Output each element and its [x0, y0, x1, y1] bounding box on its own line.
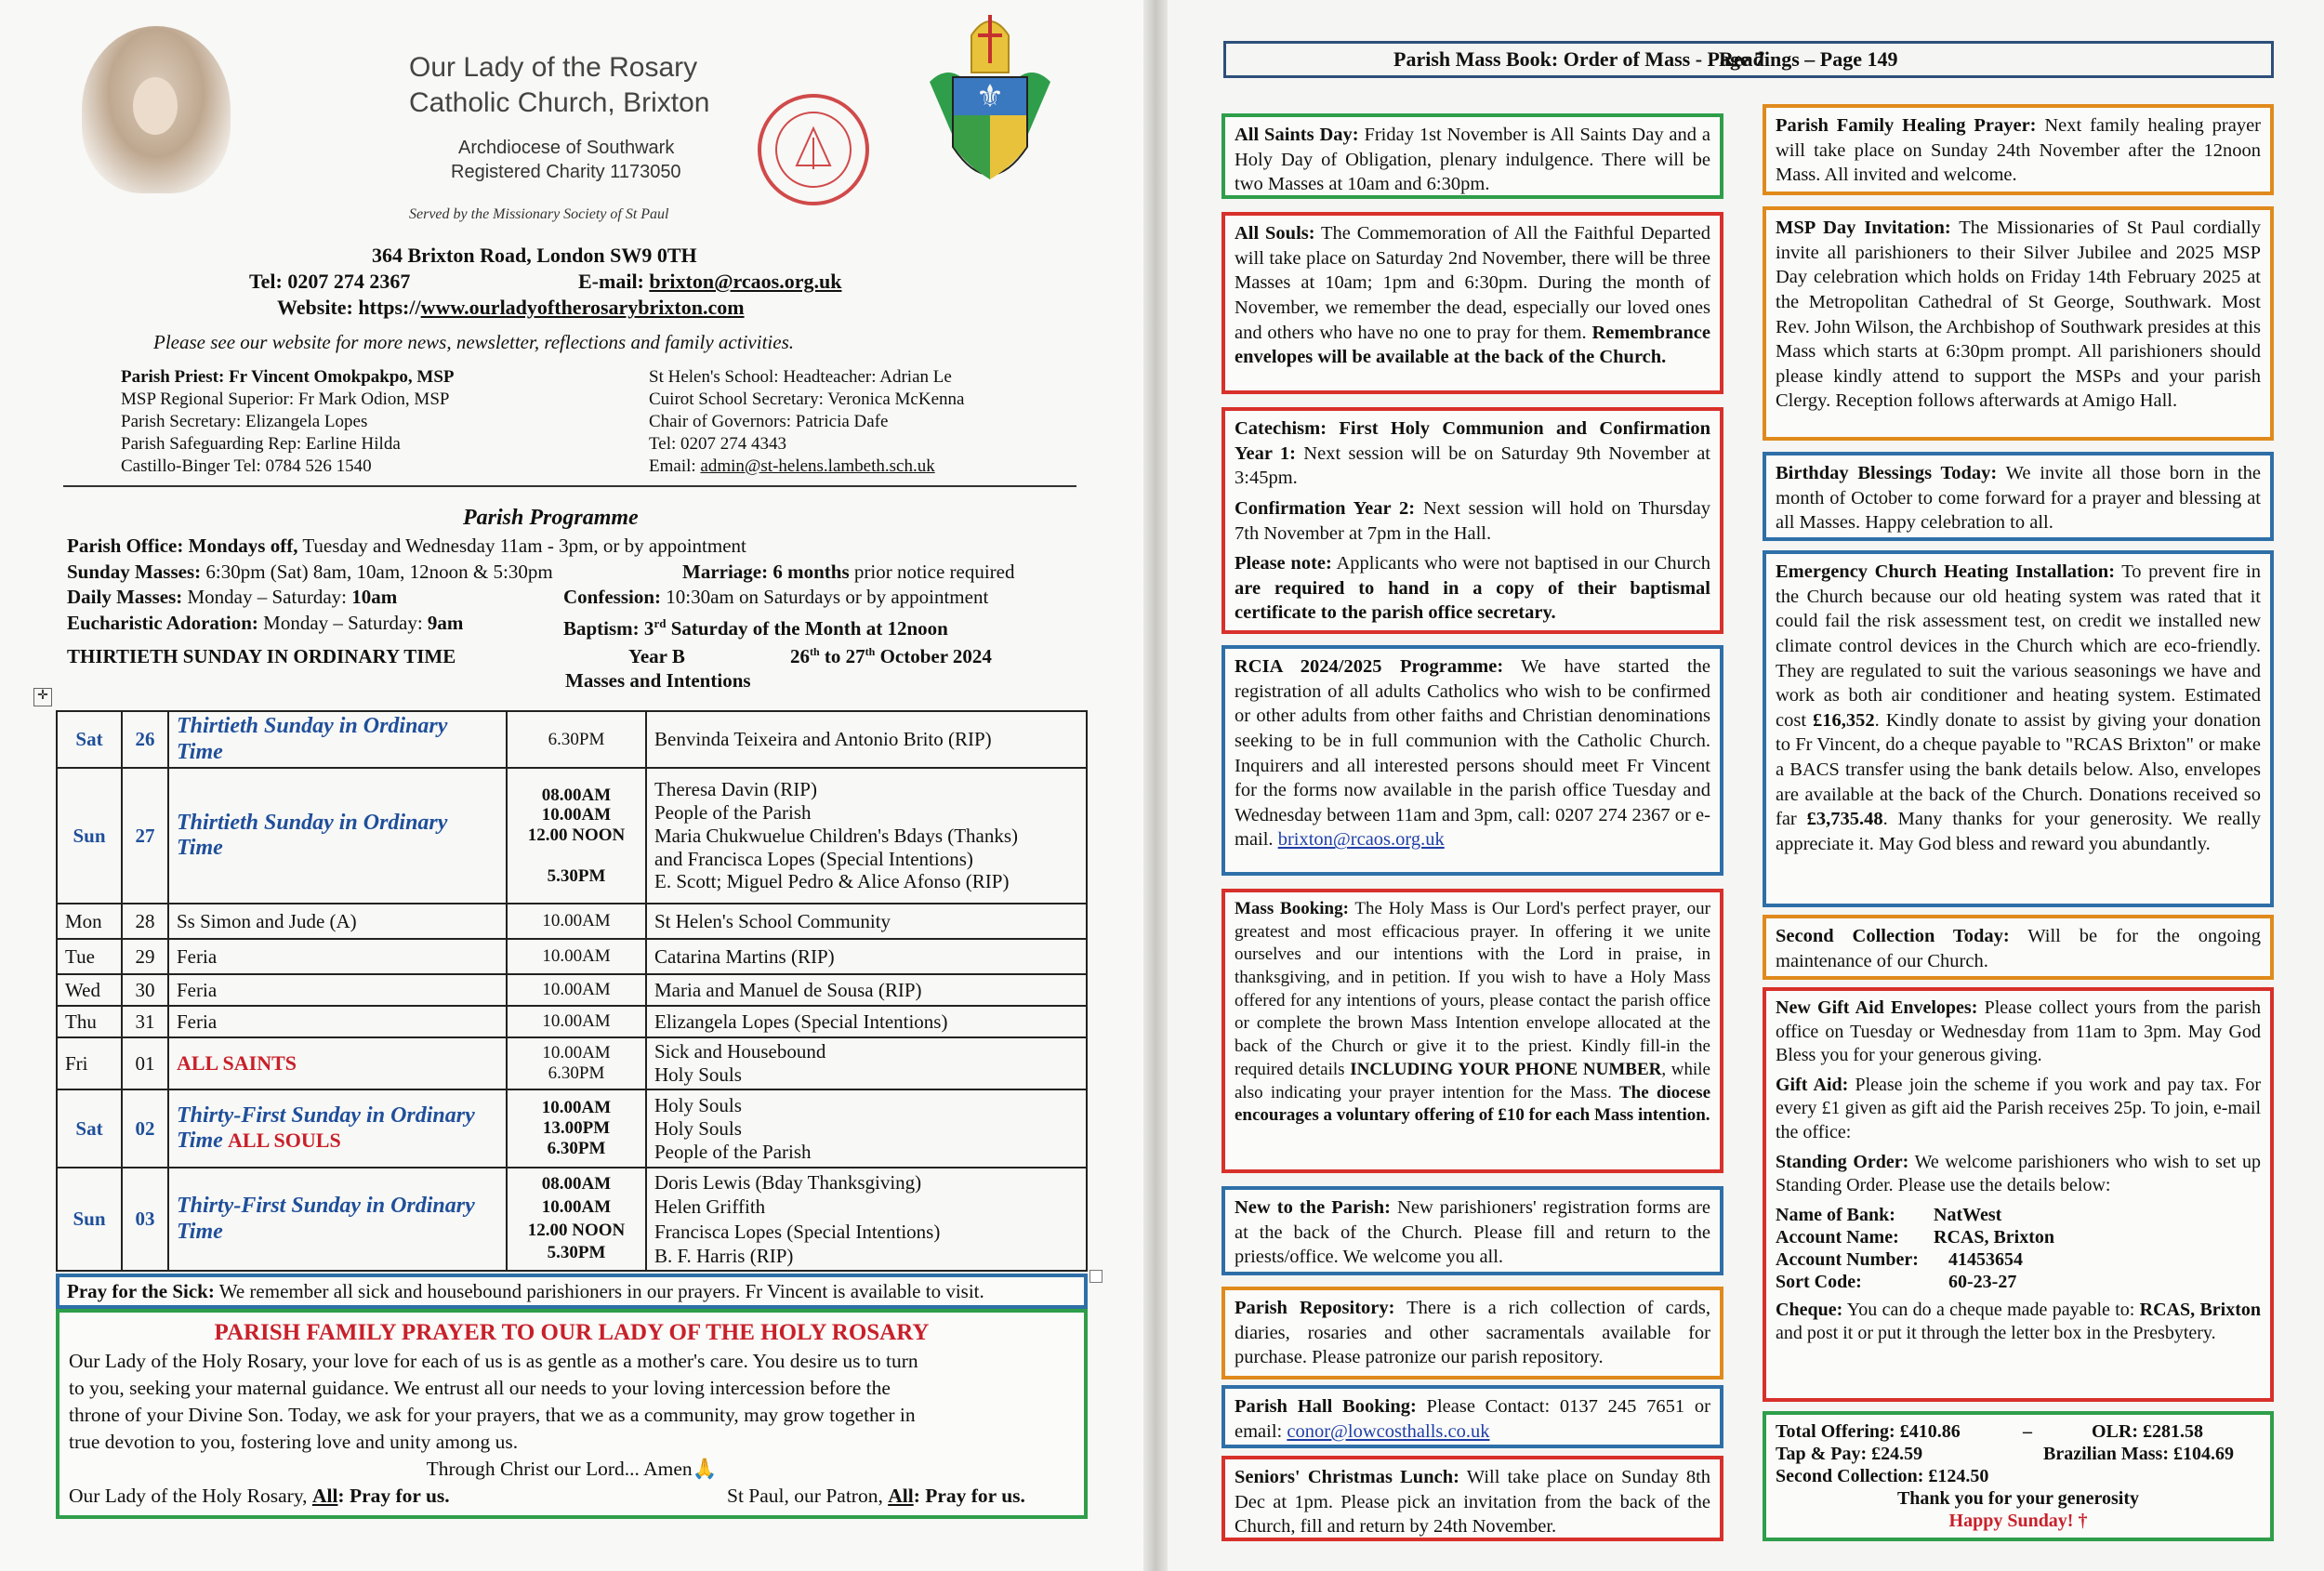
- bank-row: [1776, 1271, 2261, 1293]
- heating-received: £3,735.48: [1806, 809, 1883, 830]
- gift-para: [1776, 1074, 2261, 1145]
- birthday-text: We invite all those born in the month of October to come forward for a prayer and blessing at all Masses. Happy celebration to all.: [1776, 463, 2262, 534]
- booking-bold: INCLUDING YOUR PHONE NUMBER: [1350, 1059, 1662, 1079]
- booking-bold-2: The diocese encourages a voluntary offering of £10 for each Mass intention.: [1235, 1082, 1710, 1126]
- gift-label: Gift Aid:: [1776, 1074, 1849, 1095]
- intention: Theresa Davin (RIP): [654, 778, 817, 801]
- date-b: th: [810, 645, 820, 658]
- feast-cell: ALL SAINTS: [168, 1037, 507, 1089]
- catechism-para: [1235, 416, 1710, 491]
- website-line: [277, 296, 745, 320]
- sunday-label: Sunday Masses:: [67, 560, 202, 583]
- birthday-box: [1763, 452, 2274, 541]
- time: 12.00 NOON: [527, 1220, 626, 1240]
- msp-day-box: [1763, 206, 2274, 441]
- header-order-of-mass: Parish Mass Book: Order of Mass - Page 7: [1393, 47, 1765, 71]
- feast-cell: Feria: [168, 939, 507, 974]
- sick-label: Pray for the Sick:: [67, 1280, 215, 1302]
- staff-item: Castillo-Binger Tel: 0784 526 1540: [121, 456, 372, 476]
- catechism-box: [1221, 407, 1723, 634]
- church-name-line-2: Catholic Church, Brixton: [409, 87, 710, 118]
- giftaid-label: New Gift Aid Envelopes:: [1776, 997, 1978, 1018]
- bank-row-value: 60-23-27: [1948, 1271, 2017, 1292]
- prayer-line: Our Lady of the Holy Rosary, your love for each of us is as gentle as a mother's care. You desire us to turn: [69, 1350, 918, 1372]
- date-range: [790, 645, 992, 668]
- heating-label: Emergency Church Heating Installation:: [1776, 561, 2116, 582]
- table-row: [57, 974, 1087, 1006]
- rcia-email-link[interactable]: brixton@rcaos.org.uk: [1277, 829, 1445, 851]
- time: 10.00AM: [542, 1043, 611, 1063]
- table-row: [57, 1168, 1087, 1271]
- time: 08.00AM: [541, 785, 612, 805]
- day-cell: Sun: [57, 768, 122, 904]
- sunday-title: THIRTIETH SUNDAY IN ORDINARY TIME: [67, 645, 456, 667]
- cheque-para: [1776, 1299, 2261, 1346]
- time-cell: [507, 1168, 646, 1271]
- bank-row: [1776, 1226, 2261, 1248]
- happy-sunday: Happy Sunday! †: [1948, 1511, 2088, 1531]
- baptism-text: Saturday of the Month at: [666, 616, 888, 640]
- healing-text: Next family healing prayer will take place on Sunday 24th November after the 12noon Mass. All invited and welcome.: [1776, 115, 2261, 186]
- liturgical-year: Year B: [628, 645, 685, 667]
- office-text: Tuesday and Wednesday 11am - 3pm, or by appointment: [297, 535, 746, 557]
- school-email-label: Email:: [649, 456, 701, 476]
- svg-text:⚜: ⚜: [975, 80, 1005, 114]
- time: 10.00AM: [541, 805, 612, 825]
- hall-text: Please Contact: 0137 245 7651 or email:: [1235, 1396, 1710, 1442]
- new-parish-box: [1221, 1186, 1723, 1275]
- booking-text: The Holy Mass is Our Lord's perfect prayer, our greatest and most efficacious prayer. In offering it we unite ourselves and our intentions with the Lord in praise, in thanksgiving, and in petition. If you wish to have a Holy Mass offered for any intentions of yours, please contact the parish office or complete the brown Mass Intention envelope allocated at the back of the Church or give it to the priest. Kindly fill-in the required details: [1235, 899, 1710, 1079]
- seniors-text: Will take place on Sunday 8th Dec at 1pm. Please pick an invitation from the back of the Church, fill and return by 24th November.: [1235, 1467, 1711, 1538]
- second-text: Will be for the ongoing maintenance of our Church.: [1776, 926, 2261, 971]
- date-c: to 27: [819, 645, 865, 667]
- served-by: Served by the Missionary Society of St Paul: [409, 206, 669, 222]
- date-cell: 31: [122, 1006, 168, 1037]
- daily-label: Daily Masses:: [67, 586, 183, 608]
- school-item: St Helen's School: Headteacher: Adrian Le: [649, 367, 952, 387]
- note-label: Please note:: [1235, 553, 1332, 574]
- new-text: New parishioners' registration forms are at the back of the Church. Please fill and return to the priests/office. We welcome you all.: [1235, 1197, 1710, 1268]
- feast-extra: ALL SOULS: [228, 1129, 341, 1153]
- repository-box: [1221, 1287, 1723, 1380]
- table-move-handle-icon[interactable]: ✛: [33, 688, 52, 706]
- prayer-end-b: St Paul, our Patron,: [727, 1485, 889, 1507]
- booking-text-2: , while also indicating your prayer intention for the Mass.: [1235, 1059, 1710, 1102]
- totals-row: [1776, 1420, 2261, 1443]
- baptism-label: Baptism: 3: [563, 616, 654, 640]
- date-cell: 03: [122, 1168, 168, 1271]
- all-souls-box: [1221, 212, 1723, 394]
- office-label: Parish Office: Mondays off,: [67, 535, 298, 557]
- date-cell: 02: [122, 1089, 168, 1168]
- email-label: E-mail:: [578, 270, 650, 293]
- totals-box: [1763, 1411, 2274, 1541]
- day-cell: Fri: [57, 1037, 122, 1089]
- confession-text: 10:30am on Saturdays or by appointment: [661, 586, 989, 608]
- programme-title: Parish Programme: [463, 506, 639, 530]
- time: 5.30PM: [547, 1243, 606, 1263]
- prayer-all-2: All: [888, 1485, 914, 1507]
- adoration-text: Monday – Saturday:: [257, 611, 428, 634]
- cheque-bold: RCAS, Brixton: [2139, 1299, 2261, 1320]
- bank-row-label: Name of Bank:: [1776, 1204, 1895, 1225]
- time: 12.00 NOON: [527, 825, 626, 846]
- seniors-label: Seniors' Christmas Lunch:: [1235, 1467, 1459, 1487]
- day-cell: Thu: [57, 1006, 122, 1037]
- intention: B. F. Harris (RIP): [654, 1244, 794, 1267]
- table-row: [57, 1037, 1087, 1089]
- time: 5.30PM: [547, 865, 606, 886]
- confession-label: Confession:: [563, 586, 662, 608]
- rcia-label: RCIA 2024/2025 Programme:: [1235, 656, 1504, 677]
- masses-title: Masses and Intentions: [565, 669, 751, 692]
- time-cell: [507, 1089, 646, 1168]
- date-e: October 2024: [875, 645, 992, 667]
- programme-office: [67, 534, 746, 560]
- booking-label: Mass Booking:: [1235, 899, 1349, 918]
- heating-box: [1763, 550, 2274, 907]
- day-cell: Wed: [57, 974, 122, 1006]
- total-offering: Total Offering: £410.86: [1776, 1421, 1961, 1442]
- feast-cell: Thirtieth Sunday in Ordinary Time: [168, 768, 507, 904]
- feast-cell: Feria: [168, 974, 507, 1006]
- rcia-box: [1221, 645, 1723, 876]
- seniors-lunch-box: [1221, 1456, 1723, 1541]
- intention: Holy Souls: [654, 1094, 742, 1117]
- prayer-close: Through Christ our Lord... Amen🙏: [426, 1458, 718, 1480]
- intention: Sick and Housebound: [654, 1040, 826, 1063]
- prayer-line: to you, seeking your maternal guidance. We entrust all our needs to your loving intercession before the: [69, 1377, 891, 1399]
- second-collection-box: [1763, 915, 2274, 980]
- mass-booking-box: [1221, 889, 1723, 1173]
- bank-row-value: NatWest: [1934, 1204, 2002, 1225]
- time-cell: 10.00AM: [507, 939, 646, 974]
- prayer-line: throne of your Divine Son. Today, we ask for your prayers, that we as a community, may grow together in: [69, 1404, 916, 1426]
- intention: E. Scott; Miguel Pedro & Alice Afonso (RIP): [654, 870, 1010, 893]
- intention-cell: [646, 1089, 1087, 1168]
- standing-text: We welcome parishioners who wish to set up Standing Order. Please use the details below:: [1776, 1151, 2262, 1196]
- intention-cell: Benvinda Teixeira and Antonio Brito (RIP): [646, 711, 1087, 768]
- note-para: [1235, 551, 1710, 626]
- time-cell: 10.00AM: [507, 904, 646, 939]
- bank-details: [1776, 1204, 2261, 1293]
- note-bold: are required to hand in a copy of their baptismal certificate to the parish office secretary.: [1235, 577, 1710, 624]
- confirmation-text: Next session will hold on Thursday 7th November at 7pm in the Hall.: [1235, 497, 1710, 544]
- day-cell: Sat: [57, 1089, 122, 1168]
- pray-for-sick-box: [56, 1274, 1088, 1309]
- birthday-label: Birthday Blessings Today:: [1776, 463, 1998, 483]
- gift-text: Please join the scheme if you work and pay tax. For every £1 given as gift aid the Parish receives 25p. To join, e-mail the office:: [1776, 1074, 2261, 1142]
- baptism-sup: rd: [654, 615, 667, 630]
- programme-daily: [67, 585, 989, 611]
- prayer-pray: : Pray for us.: [337, 1485, 450, 1507]
- heating-text-2: . Kindly donate to assist by giving your donation to Fr Vincent, do a cheque payable to "RCAS Brixton" or make a BACS transfer using the bank details below. Also, envelopes are available at the back of the Church. Donations received so far: [1776, 709, 2261, 830]
- second-label: Second Collection Today:: [1776, 926, 2010, 946]
- intention: Maria Chukwuelue Children's Bdays (Thanks): [654, 824, 1019, 847]
- intention-cell: Maria and Manuel de Sousa (RIP): [646, 974, 1087, 1006]
- intention-cell: [646, 1037, 1087, 1089]
- catechism-text: Next session will be on Saturday 9th November at 3:45pm.: [1235, 442, 1711, 489]
- adoration-label: Eucharistic Adoration:: [67, 611, 258, 634]
- prayer-end-a: Our Lady of the Holy Rosary,: [69, 1485, 312, 1507]
- rcia-text: We have started the registration of all adults Catholics who wish to be confirmed or other adults from other faiths and Christian denominations seeking to be in full communion with the Catholic Church. Inquirers and all interested persons should meet Fr Vincent for the forms now available in the parish office Tuesday and Wednesday between 11am and 3pm, call: 0207 274 2367 or e-mail.: [1235, 656, 1710, 851]
- table-row: [57, 1089, 1087, 1168]
- time-cell: 10.00AM: [507, 974, 646, 1006]
- date-cell: 29: [122, 939, 168, 974]
- intention: Francisca Lopes (Special Intentions): [654, 1220, 941, 1243]
- school-email-line: [649, 455, 964, 478]
- website-label: Website: https://: [277, 296, 421, 319]
- intention-cell: [646, 1168, 1087, 1271]
- website-link[interactable]: www.ourladyoftherosarybrixton.com: [420, 296, 745, 319]
- table-resize-handle-icon[interactable]: [1089, 1270, 1103, 1283]
- bank-row: [1776, 1204, 2261, 1226]
- feast-cell: Feria: [168, 1006, 507, 1037]
- charity-number: Registered Charity 1173050: [451, 162, 681, 182]
- intention: Doris Lewis (Bday Thanksgiving): [654, 1171, 922, 1195]
- time: 08.00AM: [541, 1174, 612, 1195]
- all-saints-text: Friday 1st November is All Saints Day and a Holy Day of Obligation, plenary indulgence. There will be two Masses at 10am and 6:30pm.: [1235, 125, 1710, 195]
- staff-list: [121, 366, 455, 478]
- gift-aid-box: [1763, 987, 2274, 1402]
- intention: People of the Parish: [654, 1140, 812, 1163]
- bank-row-value: 41453654: [1948, 1248, 2023, 1270]
- intention: Helen Griffith: [654, 1195, 766, 1219]
- all-souls-text: The Commemoration of All the Faithful Departed will take place on Saturday 2nd November, there will be three Masses at 10am; 1pm and 6:30pm. During the month of November, we remember the dead, especially our loved ones and others who have no one to pray for them.: [1235, 223, 1710, 343]
- adoration-time: 9am: [427, 611, 464, 634]
- giftaid-para: [1776, 997, 2261, 1068]
- email-link[interactable]: brixton@rcaos.org.uk: [649, 270, 842, 293]
- time-cell: [507, 1037, 646, 1089]
- day-cell: Mon: [57, 904, 122, 939]
- cheque-label: Cheque:: [1776, 1299, 1843, 1320]
- time: 6.30PM: [547, 1139, 606, 1159]
- time: 13.00PM: [542, 1118, 611, 1139]
- intention-cell: [646, 768, 1087, 904]
- heating-cost: £16,352: [1813, 709, 1875, 731]
- mass-book-header: [1223, 41, 2274, 78]
- daily-time: 10am: [351, 586, 398, 608]
- prayer-pray-2: : Pray for us.: [913, 1485, 1025, 1507]
- parish-programme: [67, 534, 1015, 640]
- address: 364 Brixton Road, London SW9 0TH: [372, 244, 697, 267]
- madonna-image: [82, 26, 231, 193]
- family-prayer-box: [56, 1309, 1088, 1519]
- thanks: Thank you for your generosity: [1896, 1488, 2140, 1509]
- table-row: [57, 939, 1087, 974]
- coat-of-arms-icon: [920, 7, 1060, 217]
- website-note: Please see our website for more news, newsletter, reflections and family activities.: [153, 331, 794, 353]
- table-row: [57, 768, 1087, 904]
- totals-dash: –: [2023, 1421, 2032, 1442]
- msp-seal-icon: [755, 91, 872, 208]
- intention-cell: Elizangela Lopes (Special Intentions): [646, 1006, 1087, 1037]
- confirmation-label: Confirmation Year 2:: [1235, 497, 1416, 519]
- repository-text: There is a rich collection of cards, diaries, rosaries and other sacramentals available for purchase. Please patronize our parish repository.: [1235, 1298, 1710, 1368]
- feast-cell: [168, 1089, 507, 1168]
- programme-adoration: [67, 611, 948, 640]
- header-readings: Readings – Page 149: [1719, 47, 1898, 71]
- date-a: 26: [790, 645, 810, 667]
- date-cell: 26: [122, 711, 168, 768]
- sunday-text: 6:30pm (Sat) 8am, 10am, 12noon & 5:30pm: [201, 560, 553, 583]
- school-item: Chair of Governors: Patricia Dafe: [649, 412, 889, 431]
- date-d: th: [865, 645, 876, 658]
- day-cell: Tue: [57, 939, 122, 974]
- hall-email-link[interactable]: conor@lowcosthalls.co.uk: [1287, 1420, 1490, 1442]
- intention: Holy Souls: [654, 1116, 742, 1140]
- new-label: New to the Parish:: [1235, 1197, 1391, 1218]
- giftaid-text: Please collect yours from the parish office on Tuesday or Wednesday from 11am to 3pm. May God Bless you for your generous giving.: [1776, 997, 2261, 1066]
- intention: Holy Souls: [654, 1063, 742, 1087]
- staff-item: MSP Regional Superior: Fr Mark Odion, MSP: [121, 389, 450, 409]
- intention-cell: Catarina Martins (RIP): [646, 939, 1087, 974]
- table-row: [57, 711, 1087, 768]
- staff-item: Parish Priest: Fr Vincent Omokpakpo, MSP: [121, 367, 455, 387]
- left-page: [0, 0, 1143, 1571]
- time: 6.30PM: [548, 1063, 605, 1084]
- prayer-end: [69, 1483, 1075, 1510]
- standing-label: Standing Order:: [1776, 1151, 1909, 1172]
- heating-text-3: . Many thanks for your generosity. We really appreciate it. May God bless and reward you abundantly.: [1776, 809, 2261, 855]
- bank-row-value: RCAS, Brixton: [1934, 1226, 2055, 1248]
- brazilian-mass: Brazilian Mass: £104.69: [2043, 1444, 2234, 1464]
- intention-cell: St Helen's School Community: [646, 904, 1087, 939]
- all-souls-bold: Remembrance envelopes will be available at the back of the Church.: [1235, 322, 1710, 368]
- date-cell: 28: [122, 904, 168, 939]
- all-saints-label: All Saints Day:: [1235, 125, 1359, 145]
- school-email-link[interactable]: admin@st-helens.lambeth.sch.uk: [700, 456, 935, 476]
- hall-booking-box: [1221, 1385, 1723, 1448]
- all-souls-label: All Souls:: [1235, 223, 1315, 244]
- healing-label: Parish Family Healing Prayer:: [1776, 115, 2037, 136]
- msp-text: The Missionaries of St Paul cordially invite all parishioners to their Silver Jubilee and 2025 MSP Day celebration which holds on Friday 14th February 2025 at the Metropolitan Cathedral of St George, Southwark. Most Rev. John Wilson, the Archbishop of Southwark presides at this Mass which starts at 6:30pm prompt. All parishioners should please kindly attend to support the MSPs and your parish Clergy. Reception follows afterwards at Amigo Hall.: [1776, 218, 2261, 412]
- time-cell: 6.30PM: [507, 711, 646, 768]
- heating-text: To prevent fire in the Church because our old heating system was rated that it could fail the risk assessment test, on credit we installed new climate control devices in the Church which are eco-friendly. They are regulated to suit the various seasonings we have and work as both air conditioner and heating system. Estimated cost: [1776, 561, 2261, 731]
- table-row: [57, 904, 1087, 939]
- prayer-title: PARISH FAMILY PRAYER TO OUR LADY OF THE HOLY ROSARY: [214, 1320, 930, 1345]
- time: 10.00AM: [541, 1098, 612, 1118]
- confirmation-para: [1235, 496, 1710, 546]
- standing-para: [1776, 1151, 2261, 1198]
- marriage-text: prior notice required: [849, 560, 1015, 583]
- time-cell: [507, 768, 646, 904]
- programme-sunday: [67, 560, 1015, 586]
- feast-cell: Ss Simon and Jude (A): [168, 904, 507, 939]
- catechism-label: Catechism: First Holy Communion and Confirmation Year 1:: [1235, 418, 1710, 464]
- masses-table: [56, 710, 1088, 1272]
- right-page: [1168, 0, 2324, 1571]
- hall-label: Parish Hall Booking:: [1235, 1396, 1417, 1417]
- second-collection: Second Collection: £124.50: [1776, 1466, 1989, 1486]
- school-item: Cuirot School Secretary: Veronica McKenna: [649, 389, 965, 409]
- bank-row-label: Account Number:: [1776, 1248, 1919, 1270]
- feast-cell: Thirty-First Sunday in Ordinary Time: [168, 1168, 507, 1271]
- time: 10.00AM: [541, 1197, 612, 1217]
- cheque-text: You can do a cheque made payable to:: [1842, 1299, 2140, 1320]
- feast-cell: Thirtieth Sunday in Ordinary Time: [168, 711, 507, 768]
- olr: OLR: £281.58: [2092, 1421, 2203, 1442]
- totals-row: [1776, 1443, 2261, 1465]
- tap-and-pay: Tap & Pay: £24.59: [1776, 1444, 1923, 1464]
- telephone: Tel: 0207 274 2367: [249, 270, 411, 293]
- date-cell: 27: [122, 768, 168, 904]
- school-info: [649, 366, 964, 478]
- bank-row: [1776, 1248, 2261, 1271]
- table-row: [57, 1006, 1087, 1037]
- time-cell: 10.00AM: [507, 1006, 646, 1037]
- all-saints-box: [1221, 113, 1723, 199]
- staff-item: Parish Secretary: Elizangela Lopes: [121, 412, 368, 431]
- healing-prayer-box: [1763, 104, 2274, 195]
- daily-text: Monday – Saturday:: [182, 586, 352, 608]
- date-cell: 01: [122, 1037, 168, 1089]
- divider: [63, 485, 1076, 487]
- intention: People of the Parish: [654, 801, 812, 825]
- intention: and Francisca Lopes (Special Intentions): [654, 847, 973, 870]
- diocese: Archdiocese of Southwark: [458, 138, 675, 158]
- totals-row: [1776, 1465, 2261, 1487]
- marriage-label: Marriage: 6 months: [682, 560, 850, 583]
- school-item: Tel: 0207 274 4343: [649, 434, 787, 454]
- page-fold: [1143, 0, 1168, 1571]
- church-name-line-1: Our Lady of the Rosary: [409, 52, 698, 83]
- email-line: [578, 270, 841, 294]
- day-cell: Sun: [57, 1168, 122, 1271]
- note-text: Applicants who were not baptised in our Church: [1331, 553, 1711, 574]
- msp-label: MSP Day Invitation:: [1776, 218, 1951, 238]
- date-cell: 30: [122, 974, 168, 1006]
- sick-text: We remember all sick and housebound parishioners in our prayers. Fr Vincent is available to visit.: [214, 1280, 984, 1302]
- bank-row-label: Account Name:: [1776, 1226, 1899, 1248]
- prayer-line: true devotion to you, fostering love and unity among us.: [69, 1431, 519, 1453]
- staff-item: Parish Safeguarding Rep: Earline Hilda: [121, 434, 401, 454]
- repository-label: Parish Repository:: [1235, 1298, 1395, 1318]
- bank-row-label: Sort Code:: [1776, 1271, 1862, 1292]
- cheque-text-2: and post it or put it through the letter box in the Presbytery.: [1776, 1323, 2216, 1344]
- feast-text: Thirty-First Sunday in Ordinary Time: [177, 1102, 475, 1154]
- prayer-all: All: [311, 1485, 338, 1507]
- baptism-time: 12noon: [887, 616, 948, 640]
- day-cell: Sat: [57, 711, 122, 768]
